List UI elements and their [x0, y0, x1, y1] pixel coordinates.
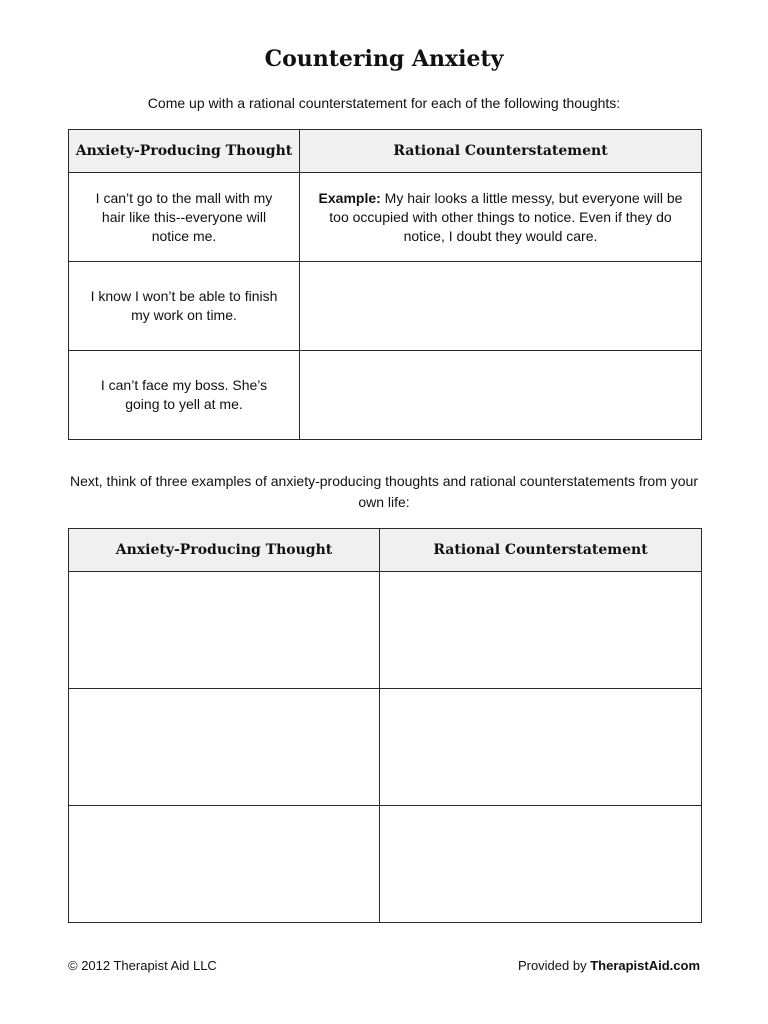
- thought-answer-cell[interactable]: [69, 572, 380, 689]
- thought-cell: I can’t face my boss. She’s going to yell at me.: [69, 351, 300, 440]
- counterstatement-answer-cell[interactable]: [300, 351, 702, 440]
- brand-link[interactable]: TherapistAid.com: [590, 958, 700, 973]
- table-row: [69, 173, 702, 262]
- page-title: Countering Anxiety: [264, 46, 504, 72]
- column-header-counterstatement: Rational Counterstatement: [380, 529, 702, 572]
- copyright-text: © 2012 Therapist Aid LLC: [68, 958, 217, 973]
- counterstatement-answer-cell[interactable]: [380, 572, 702, 689]
- table-row: [69, 806, 702, 923]
- instructions-top: Come up with a rational counterstatement for each of the following thoughts:: [147, 95, 621, 111]
- provided-by: [518, 958, 700, 973]
- thought-cell: I can’t go to the mall with my hair like this--everyone will notice me.: [69, 173, 300, 262]
- table-row: [69, 689, 702, 806]
- example-thoughts-table: [68, 129, 702, 440]
- column-header-thought: Anxiety-Producing Thought: [69, 130, 300, 173]
- table-row: [69, 262, 702, 351]
- counterstatement-answer-cell[interactable]: [300, 262, 702, 351]
- counterstatement-answer-cell[interactable]: [380, 689, 702, 806]
- table-header-row: [69, 529, 702, 572]
- thought-cell: I know I won’t be able to finish my work on time.: [69, 262, 300, 351]
- thought-answer-cell[interactable]: [69, 806, 380, 923]
- column-header-thought: Anxiety-Producing Thought: [69, 529, 380, 572]
- table-header-row: [69, 130, 702, 173]
- thought-answer-cell[interactable]: [69, 689, 380, 806]
- example-counterstatement: My hair looks a little messy, but everyone will be too occupied with other things to notice. Even if they do notice, I doubt they would care.: [329, 189, 683, 244]
- provided-by-label: Provided by: [517, 958, 591, 973]
- table-row: [69, 572, 702, 689]
- instructions-bottom: Next, think of three examples of anxiety-producing thoughts and rational counterstatements from your own life:: [69, 473, 698, 510]
- column-header-counterstatement: Rational Counterstatement: [300, 130, 702, 173]
- counterstatement-cell: [300, 173, 702, 262]
- own-thoughts-table: [68, 528, 702, 923]
- example-label: Example:: [318, 189, 381, 206]
- table-row: [69, 351, 702, 440]
- counterstatement-answer-cell[interactable]: [380, 806, 702, 923]
